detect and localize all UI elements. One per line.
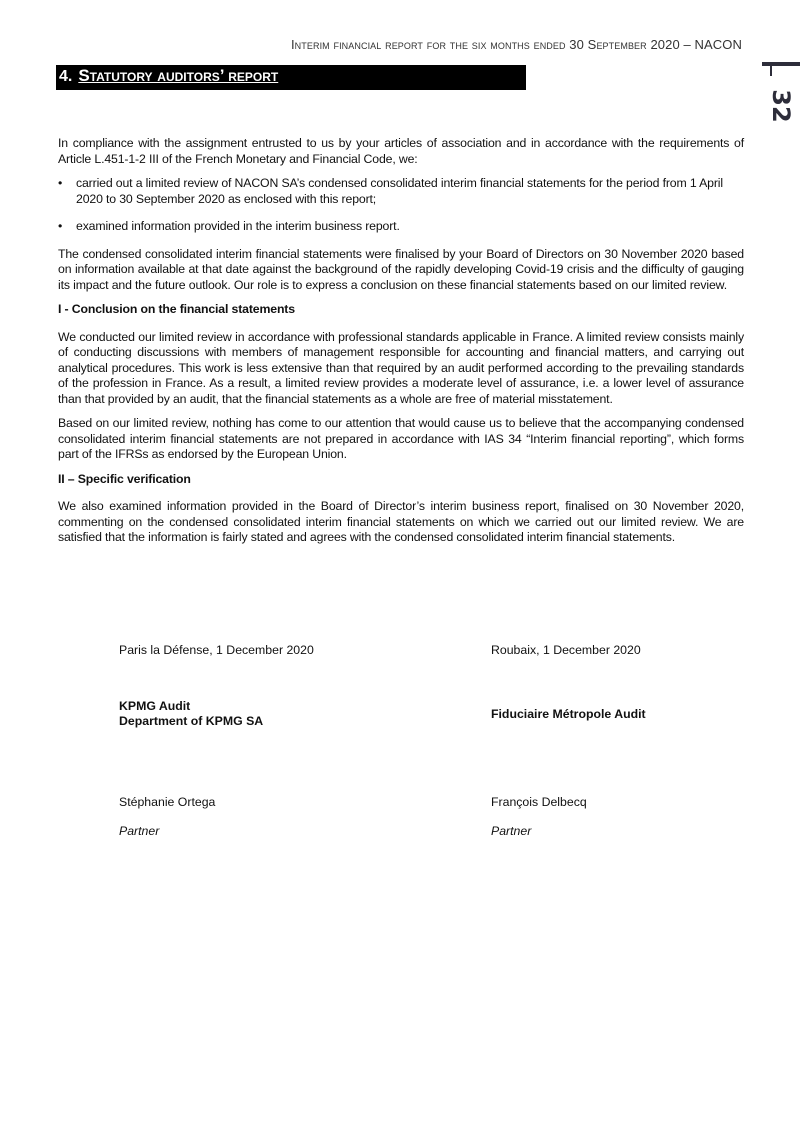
finalised-paragraph: The condensed consolidated interim financial statements were finalised by your Board of Directors on 30 November 2020 based on information available at that date against the background of the rapidly developing Covid-19 crisis and the difficulty of gauging its impact and the future outlook. Our role is to express a conclusion on these financial statements based on our limited review. — [58, 246, 744, 292]
section-title — [59, 66, 278, 86]
section-title-text: Statutory auditors’ report — [78, 66, 279, 85]
signature-place-date: Paris la Défense, 1 December 2020 — [119, 643, 314, 657]
list-item-text: examined information provided in the interim business report. — [76, 219, 400, 233]
intro-paragraph: In compliance with the assignment entrusted to us by your articles of association and in accordance with the requirements of Article L.451-1-2 III of the French Monetary and Financial Code, we: — [58, 136, 744, 166]
signature-place-date: Roubaix, 1 December 2020 — [491, 643, 641, 657]
list-item — [58, 176, 744, 207]
signature-firm-line2: Department of KPMG SA — [119, 714, 264, 728]
signature-firm — [119, 699, 263, 729]
list-item-text: carried out a limited review of NACON SA’s condensed consolidated interim financial statements for the period from 1 April 2020 to 30 September 2020 as enclosed with this report; — [76, 176, 723, 206]
bullet-icon: • — [58, 219, 63, 233]
signatory-name: Stéphanie Ortega — [119, 795, 216, 809]
bullet-icon: • — [58, 176, 63, 190]
verification-heading: II – Specific verification — [58, 471, 191, 486]
page-tab-line — [770, 62, 772, 76]
signatory-role: Partner — [119, 824, 160, 838]
signatory-role: Partner — [491, 824, 532, 838]
section-number: 4. — [59, 68, 73, 85]
list-item — [58, 219, 744, 235]
signature-firm-line1: KPMG Audit — [119, 699, 191, 713]
conclusion-heading: I - Conclusion on the financial statements — [58, 302, 295, 316]
conclusion-paragraph-2: Based on our limited review, nothing has come to our attention that would cause us to believe that the accompanying condensed consolidated interim financial statements are not prepared in accordance with IAS 34 “Interim financial reporting”, which forms part of the IFRSs as endorsed by the European Union. — [58, 416, 744, 461]
section-title-bar — [56, 65, 526, 90]
signature-firm: Fiduciaire Métropole Audit — [491, 707, 646, 721]
verification-paragraph: We also examined information provided in the Board of Director’s interim business report, finalised on 30 November 2020, commenting on the condensed consolidated interim financial statements on which we carried out our limited review. We are satisfied that the information is fairly stated and agrees with the condensed consolidated interim financial statements. — [58, 499, 744, 544]
running-header: Interim financial report for the six months ended 30 September 2020 – NACON — [290, 37, 742, 52]
page-number: 32 — [767, 89, 795, 123]
signatory-name: François Delbecq — [491, 795, 587, 809]
procedure-list — [58, 176, 744, 235]
page-tab-bar — [762, 62, 800, 66]
conclusion-paragraph-1: We conducted our limited review in accordance with professional standards applicable in France. A limited review consists mainly of conducting discussions with members of management responsible for accounting and financial matters, and carrying out analytical procedures. This work is less extensive than that required by an audit performed according to the prevailing standards of the profession in France. As a result, a limited review provides a moderate level of assurance, i.e. a lower level of assurance than that provided by an audit, that the financial statements as a whole are free of material misstatement. — [58, 329, 744, 406]
report-body — [58, 136, 744, 555]
